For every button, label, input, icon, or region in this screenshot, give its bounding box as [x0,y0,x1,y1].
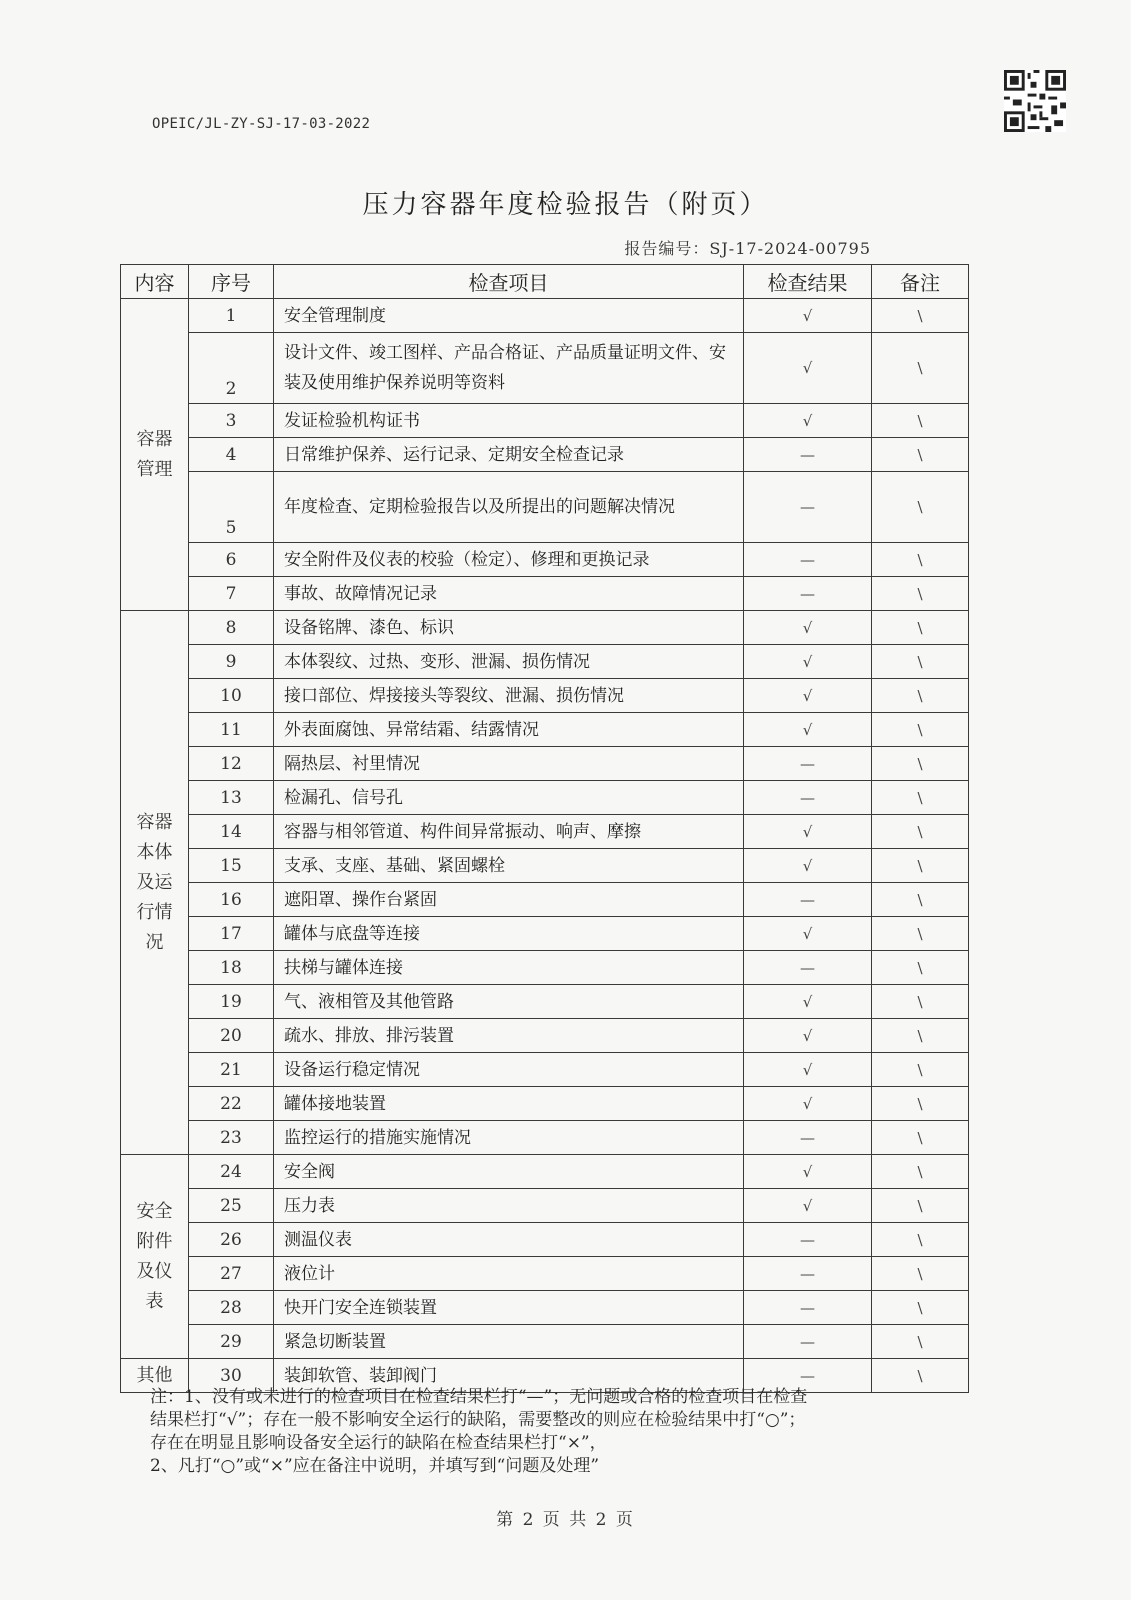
row-number: 1 [189,299,274,333]
check-item: 外表面腐蚀、异常结霜、结露情况 [274,713,744,747]
check-result: — [744,883,872,917]
remark: \ [872,543,969,577]
column-header-number: 序号 [189,265,274,299]
check-result: — [744,577,872,611]
check-item: 测温仪表 [274,1223,744,1257]
report-number: 报告编号：SJ-17-2024-00795 [624,239,871,258]
table-row [121,951,969,985]
row-number: 29 [189,1325,274,1359]
remark: \ [872,645,969,679]
remark: \ [872,781,969,815]
column-header-result: 检查结果 [744,265,872,299]
table-row [121,1019,969,1053]
check-result: √ [744,1189,872,1223]
remark: \ [872,438,969,472]
table-row [121,849,969,883]
table-row [121,543,969,577]
note-line: 结果栏打“√”；存在一般不影响安全运行的缺陷，需要整改的则应在检验结果中打“○”； [150,1410,806,1430]
check-result: √ [744,1087,872,1121]
check-result: √ [744,713,872,747]
check-item: 接口部位、焊接接头等裂纹、泄漏、损伤情况 [274,679,744,713]
column-header-category: 内容 [121,265,189,299]
row-number: 22 [189,1087,274,1121]
check-result: — [744,543,872,577]
remark: \ [872,1155,969,1189]
check-result: √ [744,299,872,333]
table-row [121,577,969,611]
row-number: 11 [189,713,274,747]
table-row [121,1155,969,1189]
check-item: 疏水、排放、排污装置 [274,1019,744,1053]
remark: \ [872,1019,969,1053]
qr-code-icon [1004,70,1066,132]
table-row [121,404,969,438]
check-item: 罐体与底盘等连接 [274,917,744,951]
check-item: 容器与相邻管道、构件间异常振动、响声、摩擦 [274,815,744,849]
row-number: 17 [189,917,274,951]
check-result: — [744,1121,872,1155]
table-row [121,1189,969,1223]
check-item: 安全附件及仪表的校验（检定）、修理和更换记录 [274,543,744,577]
remark: \ [872,917,969,951]
row-number: 21 [189,1053,274,1087]
check-item: 遮阳罩、操作台紧固 [274,883,744,917]
check-result: √ [744,404,872,438]
table-row [121,679,969,713]
check-item: 本体裂纹、过热、变形、泄漏、损伤情况 [274,645,744,679]
category-label: 容器本体及运行情况 [136,811,173,953]
check-result: √ [744,645,872,679]
row-number: 20 [189,1019,274,1053]
remark: \ [872,1189,969,1223]
remark: \ [872,1053,969,1087]
column-header-remark: 备注 [872,265,969,299]
note-line: 2、凡打“○”或“×”应在备注中说明，并填写到“问题及处理” [150,1456,600,1476]
table-row [121,1121,969,1155]
check-item: 罐体接地装置 [274,1087,744,1121]
table-row [121,299,969,333]
check-result: — [744,1359,872,1393]
check-item: 紧急切断装置 [274,1325,744,1359]
remark: \ [872,1291,969,1325]
check-item: 气、液相管及其他管路 [274,985,744,1019]
table-row [121,917,969,951]
row-number: 12 [189,747,274,781]
check-item: 隔热层、衬里情况 [274,747,744,781]
row-number: 27 [189,1257,274,1291]
category-cell [121,299,189,611]
check-result: — [744,1325,872,1359]
row-number: 7 [189,577,274,611]
remark: \ [872,713,969,747]
row-number: 25 [189,1189,274,1223]
remark: \ [872,1121,969,1155]
check-result: √ [744,917,872,951]
row-number: 10 [189,679,274,713]
remark: \ [872,1325,969,1359]
table-header-row [121,265,969,299]
row-number: 3 [189,404,274,438]
table-row [121,438,969,472]
table-row [121,713,969,747]
remark: \ [872,472,969,543]
category-label: 容器管理 [136,428,173,480]
note-line: 注：1、没有或未进行的检查项目在检查结果栏打“—”；无问题或合格的检查项目在检查 [150,1387,808,1407]
report-title: 压力容器年度检验报告（附页） [362,190,769,220]
check-result: — [744,1291,872,1325]
remark: \ [872,1359,969,1393]
check-item: 支承、支座、基础、紧固螺栓 [274,849,744,883]
remark: \ [872,985,969,1019]
remark: \ [872,1087,969,1121]
check-result: — [744,951,872,985]
table-row [121,883,969,917]
remark: \ [872,333,969,404]
check-item: 检漏孔、信号孔 [274,781,744,815]
check-item: 液位计 [274,1257,744,1291]
table-row [121,645,969,679]
row-number: 16 [189,883,274,917]
row-number: 8 [189,611,274,645]
page-footer: 第 2 页 共 2 页 [496,1510,635,1530]
check-item: 设计文件、竣工图样、产品合格证、产品质量证明文件、安装及使用维护保养说明等资料 [274,333,744,404]
row-number: 28 [189,1291,274,1325]
remark: \ [872,611,969,645]
table-row [121,472,969,543]
table-row [121,985,969,1019]
category-cell [121,1155,189,1359]
category-label: 其他 [136,1364,173,1386]
row-number: 24 [189,1155,274,1189]
table-row [121,815,969,849]
check-item: 压力表 [274,1189,744,1223]
row-number: 23 [189,1121,274,1155]
check-result: √ [744,611,872,645]
check-result: √ [744,849,872,883]
inspection-table [120,264,969,1393]
row-number: 4 [189,438,274,472]
check-result: — [744,747,872,781]
row-number: 15 [189,849,274,883]
table-row [121,1257,969,1291]
check-result: — [744,1223,872,1257]
row-number: 5 [189,472,274,543]
row-number: 19 [189,985,274,1019]
check-result: — [744,1257,872,1291]
check-item: 设备运行稳定情况 [274,1053,744,1087]
check-item: 事故、故障情况记录 [274,577,744,611]
remark: \ [872,747,969,781]
table-row [121,781,969,815]
remark: \ [872,883,969,917]
row-number: 9 [189,645,274,679]
remark: \ [872,404,969,438]
table-row [121,747,969,781]
row-number: 18 [189,951,274,985]
row-number: 26 [189,1223,274,1257]
remark: \ [872,1257,969,1291]
check-result: — [744,781,872,815]
category-label: 安全附件及仪表 [136,1200,173,1312]
table-row [121,1053,969,1087]
note-line: 存在在明显且影响设备安全运行的缺陷在检查结果栏打“×”， [150,1433,607,1453]
remark: \ [872,951,969,985]
row-number: 2 [189,333,274,404]
check-item: 扶梯与罐体连接 [274,951,744,985]
table-row [121,1291,969,1325]
table-row [121,1223,969,1257]
row-number: 6 [189,543,274,577]
table-row [121,333,969,404]
check-result: — [744,472,872,543]
table-row [121,1325,969,1359]
check-item: 日常维护保养、运行记录、定期安全检查记录 [274,438,744,472]
table-row [121,1087,969,1121]
remark: \ [872,679,969,713]
remark: \ [872,577,969,611]
notes [150,1386,930,1478]
check-result: √ [744,1155,872,1189]
check-item: 快开门安全连锁装置 [274,1291,744,1325]
row-number: 30 [189,1359,274,1393]
check-result: √ [744,333,872,404]
check-result: √ [744,985,872,1019]
check-result: √ [744,815,872,849]
remark: \ [872,1223,969,1257]
check-result: — [744,438,872,472]
remark: \ [872,815,969,849]
check-item: 装卸软管、装卸阀门 [274,1359,744,1393]
check-result: √ [744,1019,872,1053]
check-result: √ [744,1053,872,1087]
remark: \ [872,849,969,883]
row-number: 14 [189,815,274,849]
row-number: 13 [189,781,274,815]
check-item: 监控运行的措施实施情况 [274,1121,744,1155]
category-cell [121,611,189,1155]
document-code: OPEIC/JL-ZY-SJ-17-03-2022 [152,116,371,132]
check-item: 发证检验机构证书 [274,404,744,438]
remark: \ [872,299,969,333]
table-row [121,611,969,645]
check-item: 安全管理制度 [274,299,744,333]
check-item: 设备铭牌、漆色、标识 [274,611,744,645]
column-header-item: 检查项目 [274,265,744,299]
check-result: √ [744,679,872,713]
check-item: 安全阀 [274,1155,744,1189]
check-item: 年度检查、定期检验报告以及所提出的问题解决情况 [274,472,744,543]
